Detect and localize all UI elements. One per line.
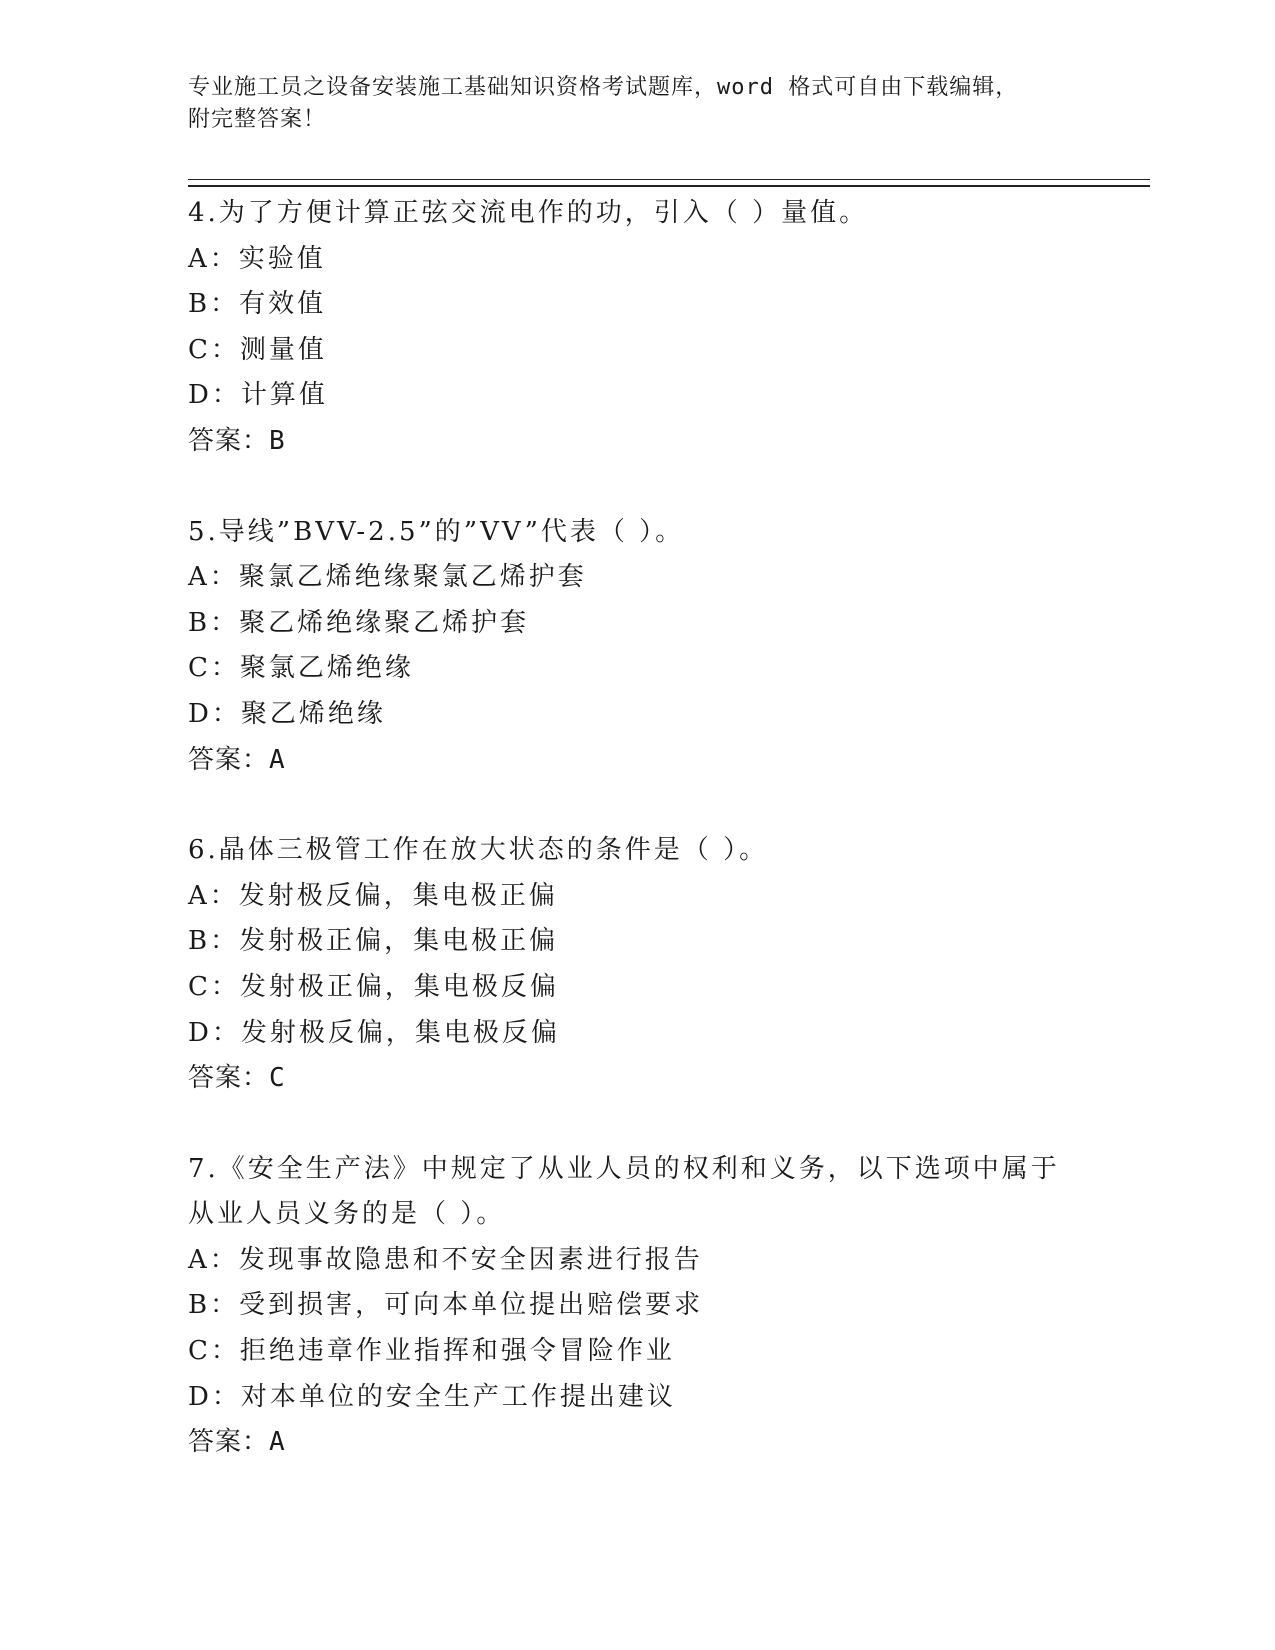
- option-c: C：聚氯乙烯绝缘: [188, 653, 414, 684]
- question-5: [188, 510, 1088, 784]
- option-b: B：有效值: [188, 289, 327, 320]
- question-stem-line-1: 7.《安全生产法》中规定了从业人员的权利和义务，以下选项中属于: [188, 1153, 1060, 1184]
- question-stem-line-2: 从业人员义务的是（ ）。: [188, 1199, 506, 1230]
- answer: 答案：C: [188, 1063, 286, 1094]
- question-stem: 5.导线”BVV-2.5”的”VV”代表（ ）。: [188, 516, 685, 547]
- document-header: [188, 72, 1088, 136]
- question-7: [188, 1147, 1088, 1466]
- header-divider: [188, 179, 1150, 187]
- option-d: D：聚乙烯绝缘: [188, 698, 386, 729]
- option-a: A：实验值: [188, 243, 326, 274]
- question-stem: 4.为了方便计算正弦交流电作的功，引入（ ）量值。: [188, 198, 869, 228]
- option-c: C：拒绝违章作业指挥和强令冒险作业: [188, 1336, 675, 1367]
- option-b: B：发射极正偏，集电极正偏: [188, 926, 559, 957]
- option-a: A：发射极反偏，集电极正偏: [188, 880, 558, 911]
- option-a: A：聚氯乙烯绝缘聚氯乙烯护套: [188, 562, 587, 593]
- question-stem: 6.晶体三极管工作在放大状态的条件是（ ）。: [188, 835, 769, 866]
- option-d: D：计算值: [188, 380, 328, 411]
- option-d: D：发射极反偏，集电极反偏: [188, 1017, 560, 1048]
- question-6: [188, 828, 1088, 1102]
- answer: 答案：B: [188, 425, 286, 456]
- header-line-1: 专业施工员之设备安装施工基础知识资格考试题库，word 格式可自由下载编辑，: [188, 75, 1019, 100]
- question-4: [188, 191, 1088, 465]
- answer: 答案：A: [188, 744, 286, 775]
- option-c: C：发射极正偏，集电极反偏: [188, 971, 559, 1002]
- option-b: B：受到损害，可向本单位提出赔偿要求: [188, 1290, 704, 1321]
- option-c: C：测量值: [188, 334, 327, 365]
- header-line-2: 附完整答案！: [188, 107, 327, 132]
- answer: 答案：A: [188, 1427, 286, 1458]
- option-a: A：发现事故隐患和不安全因素进行报告: [188, 1244, 703, 1275]
- question-list: [188, 191, 1088, 1511]
- option-d: D：对本单位的安全生产工作提出建议: [188, 1381, 676, 1412]
- option-b: B：聚乙烯绝缘聚乙烯护套: [188, 607, 530, 638]
